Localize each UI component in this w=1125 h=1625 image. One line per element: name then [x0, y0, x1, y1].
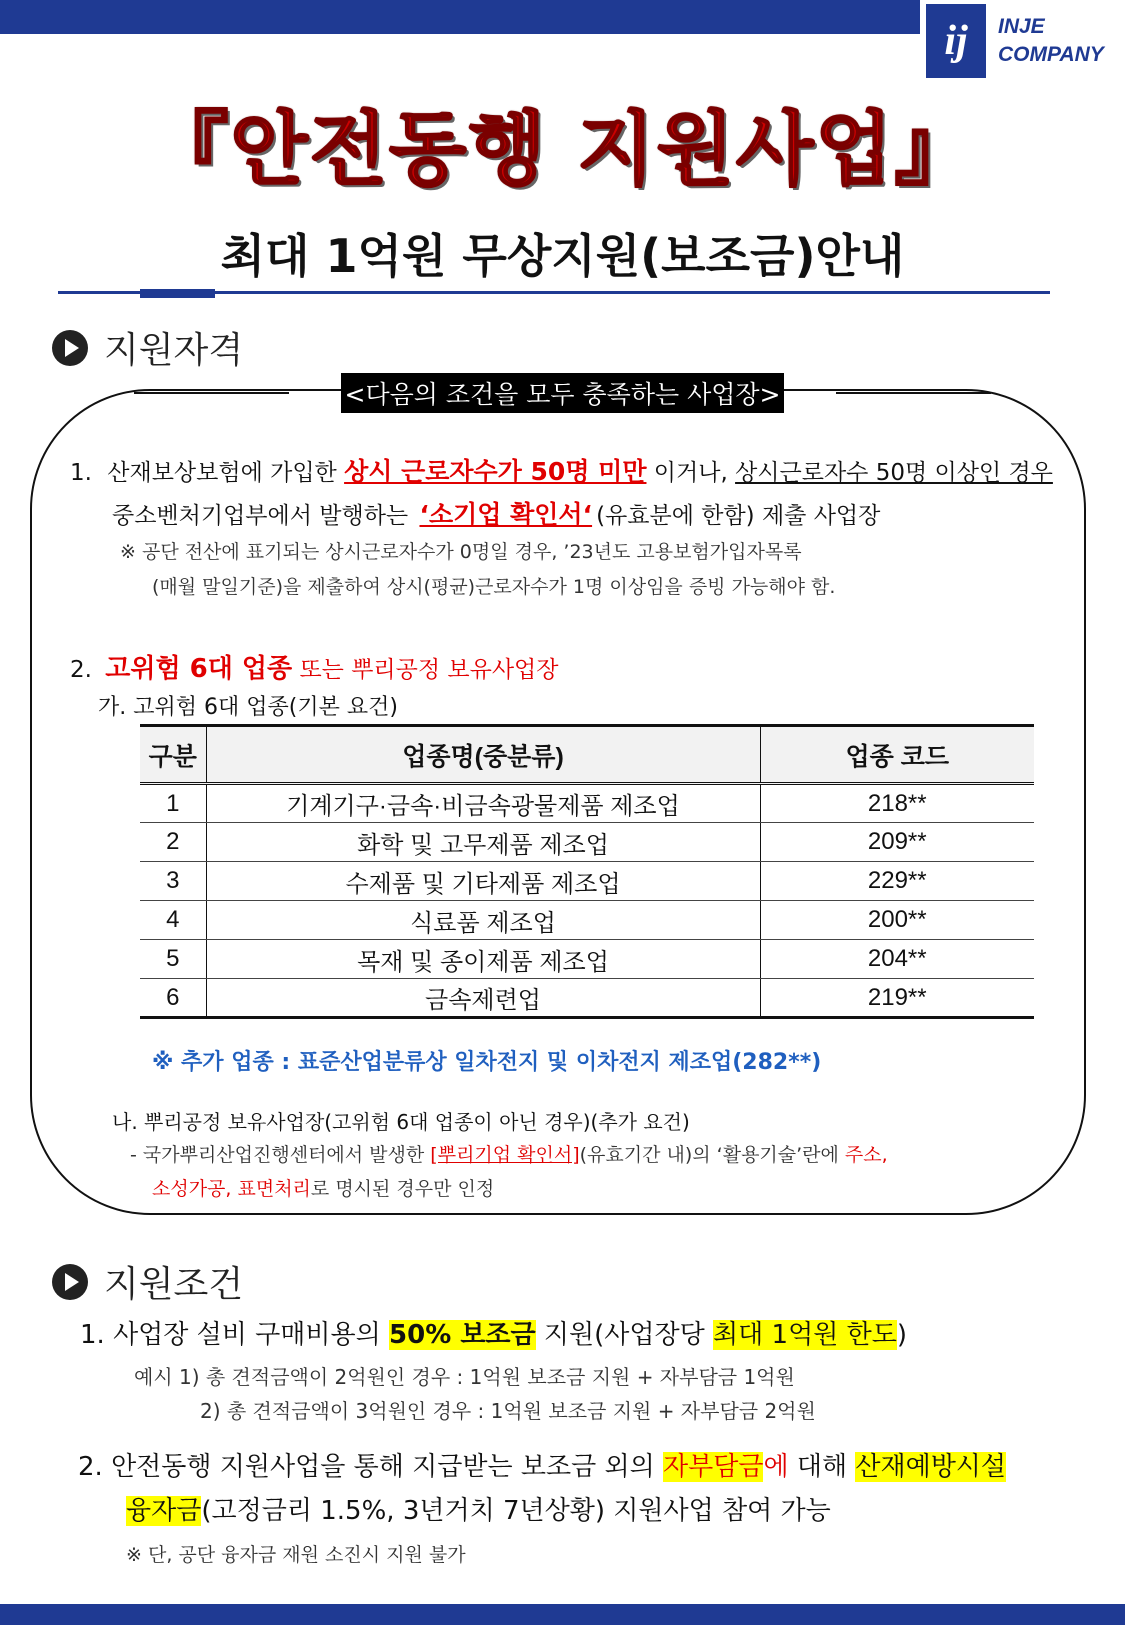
eligibility-item-1: 1. 산재보상보험에 가입한 상시 근로자수가 50명 미만 이거나, 상시근로자수 50명 이상인 경우: [70, 457, 1053, 486]
page-subtitle: 최대 1억원 무상지원(보조금)안내: [220, 229, 905, 283]
high-risk-industry: 고위험 6대 업종: [105, 654, 293, 684]
eligibility-box-label: <다음의 조건을 모두 충족하는 사업장>: [341, 373, 785, 413]
conditions-heading: [52, 1256, 243, 1307]
table-row: 5 목재 및 종이제품 제조업 204**: [140, 940, 1034, 979]
condition-item-1: 1. 사업장 설비 구매비용의 50% 보조금 지원(사업장당 최대 1억원 한도): [80, 1320, 907, 1350]
additional-industry-note: ※ 추가 업종 : 표준산업분류상 일차전지 및 이차전지 제조업(282**): [152, 1050, 822, 1075]
play-bullet-icon: [52, 330, 88, 366]
sub-item-na-detail-2: 소성가공, 표면처리로 명시된 경우만 인정: [152, 1178, 495, 1200]
table-header-row: [140, 726, 1034, 784]
table-row: 1 기계기구·금속·비금속광물제품 제조업 218**: [140, 784, 1034, 823]
page-title: 『안전동행 지원사업』: [148, 103, 977, 196]
loan-highlight: 융자금: [126, 1496, 202, 1526]
condition-item-2: 2. 안전동행 지원사업을 통해 지급받는 보조금 외의 자부담금에 대해 산재예방시설: [78, 1452, 1007, 1482]
title-divider-accent: [140, 289, 215, 298]
col-header-code: 업종 코드: [760, 726, 1034, 784]
eligibility-title: 지원자격: [104, 330, 244, 371]
company-logo: [926, 4, 1104, 78]
eligibility-item-1-line2: 중소벤처기업부에서 발행하는 ‘소기업 확인서‘ (유효분에 한함) 제출 사업장: [112, 500, 881, 529]
headcount-highlight: 상시 근로자수가 50명 미만: [344, 457, 647, 486]
table-row: 2 화학 및 고무제품 제조업 209**: [140, 823, 1034, 862]
eligibility-heading: [52, 322, 243, 373]
eligibility-item-1-note2: (매월 말일기준)을 제출하여 상시(평균)근로자수가 1명 이상임을 증빙 가능해야 함.: [152, 576, 836, 598]
condition-example-2: 2) 총 견적금액이 3억원인 경우 : 1억원 보조금 지원 + 자부담금 2억원: [200, 1399, 816, 1423]
play-bullet-icon: [52, 1264, 88, 1300]
logo-mark: ij: [926, 4, 986, 78]
label-divider-left: [134, 392, 289, 394]
col-header-category: 구분: [140, 726, 206, 784]
eligibility-item-2: 2. 고위험 6대 업종 또는 뿌리공정 보유사업장: [70, 654, 559, 684]
subsidy-rate-highlight: 50% 보조금: [389, 1320, 536, 1350]
table-row: 3 수제품 및 기타제품 제조업 229**: [140, 862, 1034, 901]
max-amount-highlight: 최대 1억원 한도: [713, 1320, 897, 1350]
condition-example-1: 예시 1) 총 견적금액이 2억원인 경우 : 1억원 보조금 지원 + 자부담금 1억원: [134, 1365, 795, 1389]
root-biz-certificate: [뿌리기업 확인서]: [430, 1144, 580, 1166]
col-header-industry: 업종명(중분류): [206, 726, 760, 784]
sub-item-ga: 가. 고위험 6대 업종(기본 요건): [98, 695, 398, 720]
self-payment-highlight: 자부담금: [662, 1452, 764, 1482]
small-biz-certificate: ‘소기업 확인서‘: [419, 500, 593, 529]
eligibility-box-label-row: [0, 373, 1125, 413]
prevention-facility-highlight: 산재예방시설: [855, 1452, 1007, 1482]
logo-line1: INJE: [998, 15, 1045, 38]
sub-item-na: 나. 뿌리공정 보유사업장(고위험 6대 업종이 아닌 경우)(추가 요건): [112, 1110, 690, 1134]
condition-item-2-line2: 융자금(고정금리 1.5%, 3년거치 7년상황) 지원사업 참여 가능: [126, 1496, 831, 1526]
table-row: 6 금속제련업 219**: [140, 979, 1034, 1018]
logo-line2: COMPANY: [998, 43, 1104, 66]
eligibility-item-1-note1: ※ 공단 전산에 표기되는 상시근로자수가 0명일 경우, ’23년도 고용보험가입자목록: [120, 541, 802, 563]
table-row: 4 식료품 제조업 200**: [140, 901, 1034, 940]
top-banner-bar: [0, 0, 920, 34]
condition-item-2-note: ※ 단, 공단 융자금 재원 소진시 지원 불가: [126, 1544, 466, 1566]
industry-table: [140, 724, 1034, 1019]
conditions-title: 지원조건: [104, 1264, 244, 1305]
bottom-banner-bar: [0, 1604, 1125, 1625]
label-divider-right: [836, 392, 991, 394]
sub-item-na-detail: - 국가뿌리산업진행센터에서 발생한 [뿌리기업 확인서](유효기간 내)의 ‘활용기술’란에 주소,: [130, 1144, 888, 1166]
